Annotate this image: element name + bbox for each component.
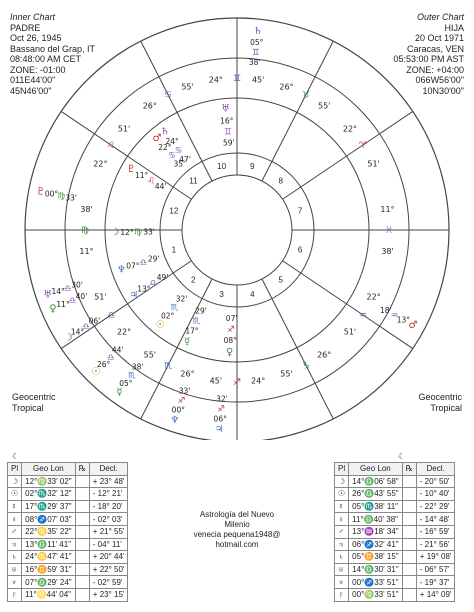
cusp-sign: ♒ <box>358 310 368 321</box>
outer-planet-glyph: ☿ <box>116 386 123 398</box>
outer-planet-sign: ♒ <box>390 310 399 321</box>
inner-planet-sign: ♌ <box>147 176 155 187</box>
outer-planet-minute: 18' <box>379 306 392 316</box>
decl-cell: - 19° 37' <box>416 576 455 589</box>
outer-planet-glyph: ♇ <box>36 186 46 198</box>
decl-cell: - 12° 21' <box>89 488 128 501</box>
cusp-minute: 55' <box>181 82 194 92</box>
cusp-minute: 51' <box>117 124 131 134</box>
house-number: 3 <box>219 290 224 300</box>
planet-cell: ☽ <box>335 475 349 488</box>
house-number: 6 <box>297 245 303 255</box>
lon-cell: 13°♎11' 41" <box>22 538 75 551</box>
outer-planet-degree: 00° <box>44 189 59 199</box>
outer-planet-glyph: ♃ <box>214 424 224 436</box>
inner-chart-longitude: 011E44'00" <box>10 75 56 85</box>
inner-planet-minute: 59' <box>222 138 235 148</box>
outer-chart-date: 20 Oct 1971 <box>414 33 464 43</box>
cusp-degree: 26° <box>180 369 195 379</box>
house-number: 8 <box>278 176 283 186</box>
geocentric-label-right <box>418 392 462 414</box>
cusp-minute: 55' <box>143 350 157 360</box>
table-row <box>8 513 128 526</box>
cusp-sign: ♋ <box>163 90 173 101</box>
retro-cell <box>75 588 89 601</box>
inner-planet-degree: 13° <box>137 284 151 294</box>
table-row <box>8 475 128 488</box>
cusp-degree: 22° <box>116 327 132 337</box>
planet-cell: ☿ <box>8 500 22 513</box>
table-row <box>335 551 455 564</box>
decl-cell: - 10° 40' <box>416 488 455 501</box>
lon-cell: 13°♒18' 34" <box>349 525 402 538</box>
table-row <box>335 513 455 526</box>
retro-cell <box>75 513 89 526</box>
inner-chart-latitude: 45N46'00" <box>10 85 52 96</box>
inner-planet-glyph: ♇ <box>126 164 136 176</box>
outer-planet-sign: ♐ <box>177 396 186 407</box>
outer-planet-sign: ♎ <box>63 283 72 294</box>
cusp-degree: 22° <box>366 292 381 302</box>
house-number: 5 <box>278 275 283 285</box>
outer-planet-sign: ♍ <box>57 191 66 202</box>
retro-cell <box>75 538 89 551</box>
outer-planet-degree: 14° <box>70 327 85 337</box>
author-note <box>160 510 314 550</box>
retro-cell <box>402 588 416 601</box>
note-line1: Astrología del Nuevo <box>199 510 275 519</box>
decl-cell: + 23° 48' <box>89 475 128 488</box>
inner-planet-glyph: ☽ <box>110 226 120 238</box>
lon-cell: 05°♏38' 11" <box>349 500 402 513</box>
geo-left-line2: Tropical <box>12 403 44 413</box>
planet-cell: ☉ <box>335 488 349 501</box>
outer-chart-place: Caracas, VEN <box>406 43 464 54</box>
retro-cell <box>402 576 416 589</box>
outer-chart-time: 05:53:00 PM AST <box>393 54 464 64</box>
outer-planet-minute: 38' <box>248 57 261 67</box>
cusp-sign: ♌ <box>106 141 116 152</box>
cusp-minute: 51' <box>94 292 107 302</box>
lon-cell: 26°♎43' 55" <box>349 488 402 501</box>
retro-cell <box>75 525 89 538</box>
outer-planet-degree: 13° <box>396 315 411 325</box>
outer-planet-glyph: ♀ <box>49 303 57 315</box>
planet-cell: ♂ <box>335 525 349 538</box>
house-number: 7 <box>297 206 303 216</box>
inner-planets <box>111 104 238 358</box>
cusp-sign: ♐ <box>232 378 242 388</box>
house-number: 11 <box>189 176 198 186</box>
geo-left-line1: Geocentric <box>12 392 56 402</box>
col-decl: Decl. <box>89 463 128 476</box>
inner-planet-glyph: ♃ <box>129 289 139 301</box>
lon-cell: 02°♏32' 12" <box>22 488 75 501</box>
inner-chart-time: 08:48:00 AM CET <box>10 54 82 64</box>
outer-planet-minute: 32' <box>216 394 228 404</box>
table-row <box>335 563 455 576</box>
note-line2: Milenio <box>224 520 250 529</box>
inner-planet-sign: ♎ <box>149 278 158 289</box>
retro-cell <box>402 475 416 488</box>
cusp-degree: 11° <box>380 204 395 214</box>
retro-cell <box>75 576 89 589</box>
inner-planet-minute: 49' <box>156 272 169 282</box>
planet-cell: ♄ <box>335 551 349 564</box>
planet-cell: ♀ <box>8 513 22 526</box>
cusp-minute: 38' <box>80 204 93 214</box>
cusp-minute: 55' <box>317 101 331 111</box>
outer-planet-glyph: ♄ <box>253 26 263 38</box>
outer-planet-glyph: ♂ <box>408 319 418 331</box>
cusp-minute: 51' <box>367 159 380 169</box>
planet-cell: ☉ <box>8 488 22 501</box>
inner-planet-minute: 33' <box>143 227 155 237</box>
col-geo-lon: Geo Lon <box>349 463 402 476</box>
table-row <box>335 576 455 589</box>
table-row <box>335 538 455 551</box>
lon-cell: 06°♐32' 41" <box>349 538 402 551</box>
lon-cell: 14°♎30' 31" <box>349 563 402 576</box>
lon-cell: 00°♍33' 51" <box>349 588 402 601</box>
table-row <box>8 588 128 601</box>
planet-cell: ♃ <box>335 538 349 551</box>
cusp-degree: 26° <box>142 101 157 111</box>
inner-planet-degree: 17° <box>185 326 199 336</box>
ring-4 <box>182 175 292 285</box>
outer-planet-degree: 14° <box>51 287 65 297</box>
house-number: 10 <box>217 161 227 171</box>
inner-planet-minute: 07' <box>225 313 238 323</box>
inner-positions-table <box>7 462 128 602</box>
outer-planet-minute: 06' <box>88 316 101 326</box>
decl-cell: - 02° 59' <box>89 576 128 589</box>
inner-chart-zone: ZONE: -01:00 <box>10 64 66 75</box>
lon-cell: 12°♍33' 02" <box>22 475 75 488</box>
outer-planet-glyph: ☽ <box>63 332 73 344</box>
cusp-sign: ♎ <box>106 310 116 321</box>
inner-chart-title: Inner Chart <box>10 12 56 22</box>
col-retro: ℞ <box>402 463 416 476</box>
decl-cell: + 14° 09' <box>416 588 455 601</box>
lon-cell: 22°♋35' 22" <box>22 525 75 538</box>
table-row <box>335 475 455 488</box>
lon-cell: 00°♐33' 51" <box>349 576 402 589</box>
decl-cell: - 14° 48' <box>416 513 455 526</box>
ring-3 <box>160 153 314 307</box>
cusp-degree: 24° <box>251 376 266 386</box>
outer-planet-minute: 30' <box>71 280 83 290</box>
retro-cell <box>402 563 416 576</box>
inner-planet-degree: 16° <box>220 116 234 126</box>
inner-chart-place: Bassano del Grap, IT <box>10 43 96 54</box>
inner-planet-degree: 11° <box>134 171 149 181</box>
planet-cell: ♆ <box>335 576 349 589</box>
decl-cell: + 19° 08' <box>416 551 455 564</box>
retro-cell <box>402 525 416 538</box>
table-row <box>8 538 128 551</box>
inner-planet-minute: 29' <box>147 254 160 264</box>
cusp-sign: ♏ <box>163 361 173 372</box>
inner-planet-sign: ♏ <box>192 316 201 327</box>
col-planet: Pl <box>8 463 22 476</box>
outer-planets <box>36 26 417 435</box>
cusp-degree: 24° <box>208 75 223 85</box>
outer-chart-zone: ZONE: +04:00 <box>406 64 464 75</box>
lon-cell: 11°♌44' 04" <box>22 588 75 601</box>
planet-cell: ♅ <box>335 563 349 576</box>
planet-cell: ♇ <box>335 588 349 601</box>
inner-planet-degree: 12° <box>120 227 134 237</box>
table-row <box>8 576 128 589</box>
note-email-line1: venecia pequena1948@ <box>193 530 281 539</box>
inner-planet-minute: 32' <box>175 294 188 304</box>
decl-cell: + 21° 55' <box>89 525 128 538</box>
outer-planet-degree: 05° <box>119 378 133 388</box>
house-number: 9 <box>250 161 255 171</box>
retro-cell <box>402 551 416 564</box>
inner-planet-minute: 29' <box>195 306 207 316</box>
outer-planet-degree: 05° <box>250 38 264 48</box>
outer-planet-glyph: ♆ <box>170 415 180 427</box>
retro-cell <box>75 563 89 576</box>
geocentric-label-left <box>12 392 56 414</box>
outer-planet-glyph: ☉ <box>91 366 101 378</box>
inner-planet-sign: ♐ <box>227 324 235 335</box>
planet-cell: ☽ <box>8 475 22 488</box>
decl-cell: - 21° 56' <box>416 538 455 551</box>
decl-cell: - 20° 50' <box>416 475 455 488</box>
outer-planet-degree: 26° <box>96 359 111 369</box>
outer-planet-degree: 06° <box>213 414 227 424</box>
inner-planet-glyph: ♂ <box>152 132 162 144</box>
inner-planet-degree: 08° <box>223 335 237 345</box>
outer-planet-degree: 00° <box>171 405 185 415</box>
planet-cell: ☿ <box>335 500 349 513</box>
col-retro: ℞ <box>75 463 89 476</box>
moon-icon: ☾ <box>12 452 20 461</box>
cusp-sign: ♍ <box>80 226 90 236</box>
cusp-degree: 11° <box>79 247 94 257</box>
lon-cell: 16°♊59' 31" <box>22 563 75 576</box>
outer-planet-sign: ♏ <box>127 370 136 381</box>
cusp-degree: 22° <box>342 124 358 134</box>
retro-cell <box>75 500 89 513</box>
inner-planet-sign: ♊ <box>223 127 232 138</box>
geo-right-line2: Tropical <box>430 403 462 413</box>
retro-cell <box>402 500 416 513</box>
table-row <box>8 525 128 538</box>
cusp-sign: ♈ <box>358 141 368 152</box>
outer-chart-title: Outer Chart <box>416 12 464 22</box>
planet-cell: ♄ <box>8 551 22 564</box>
decl-cell: + 23° 15' <box>89 588 128 601</box>
decl-cell: - 22° 29' <box>416 500 455 513</box>
outer-chart-name: HIJA <box>444 22 464 33</box>
cusp-degree: 22° <box>93 159 108 169</box>
table-row <box>335 488 455 501</box>
inner-planet-sign: ♎ <box>139 257 148 268</box>
table-row <box>335 588 455 601</box>
outer-planet-sign: ♎ <box>82 322 90 333</box>
inner-planet-minute: 35' <box>173 159 186 169</box>
retro-cell <box>75 475 89 488</box>
inner-planet-minute: 47' <box>179 154 191 164</box>
decl-cell: + 22° 50' <box>89 563 128 576</box>
retro-cell <box>402 513 416 526</box>
house-number: 2 <box>191 275 196 285</box>
outer-chart-longitude: 066W56'00" <box>415 75 464 85</box>
cusp-degree: 26° <box>317 350 332 360</box>
inner-planet-sign: ♍ <box>134 227 142 238</box>
lon-cell: 08°♐07' 03" <box>22 513 75 526</box>
inner-planet-sign: ♏ <box>170 302 179 313</box>
outer-positions-table <box>334 462 455 602</box>
outer-planet-minute: 33' <box>65 193 77 203</box>
cusp-minute: 38' <box>381 247 394 257</box>
retro-cell <box>402 488 416 501</box>
outer-planet-minute: 33' <box>178 386 191 396</box>
planet-cell: ♂ <box>8 525 22 538</box>
planet-cell: ♇ <box>8 588 22 601</box>
inner-planet-degree: 24° <box>165 137 179 147</box>
planet-cell: ♅ <box>8 563 22 576</box>
retro-cell <box>402 538 416 551</box>
lon-cell: 17°♏29' 37" <box>22 500 75 513</box>
house-number: 4 <box>250 290 255 300</box>
inner-planet-degree: 02° <box>160 311 175 321</box>
lon-cell: 05°♊38' 15" <box>349 551 402 564</box>
cusp-minute: 45' <box>209 376 223 386</box>
decl-cell: - 06° 57' <box>416 563 455 576</box>
retro-cell <box>75 551 89 564</box>
outer-planet-sign: ♐ <box>217 404 225 415</box>
cusp-sign: ♑ <box>301 361 311 372</box>
planet-cell: ♃ <box>8 538 22 551</box>
house-number: 12 <box>169 206 179 216</box>
decl-cell: - 16° 59' <box>416 525 455 538</box>
outer-planet-degree: 11° <box>56 299 70 309</box>
lon-cell: 07°♎29' 24" <box>22 576 75 589</box>
inner-planet-minute: 44' <box>154 182 167 192</box>
inner-planet-degree: 22° <box>158 142 172 152</box>
inner-planet-sign: ♋ <box>168 151 176 162</box>
decl-cell: - 04° 11' <box>89 538 128 551</box>
decl-cell: + 20° 44' <box>89 551 128 564</box>
inner-planet-glyph: ♅ <box>221 103 231 115</box>
cusp-minute: 51' <box>343 327 357 337</box>
table-row <box>335 500 455 513</box>
table-row <box>335 525 455 538</box>
moon-icon: ☾ <box>398 452 406 461</box>
col-planet: Pl <box>335 463 349 476</box>
outer-planet-minute: 38' <box>131 362 144 372</box>
cusp-minute: 45' <box>251 75 265 85</box>
cusp-minute: 55' <box>280 369 293 379</box>
geo-right-line1: Geocentric <box>418 392 462 402</box>
inner-planet-glyph: ♄ <box>160 126 170 138</box>
inner-planet-glyph: ♀ <box>225 346 234 358</box>
outer-planet-minute: 40' <box>75 292 88 302</box>
cusp-degree: 26° <box>279 82 294 92</box>
outer-planet-sign: ♊ <box>251 47 260 58</box>
inner-planet-glyph: ♆ <box>117 264 127 276</box>
outer-chart-latitude: 10N30'00" <box>422 85 464 96</box>
outer-planet-sign: ♎ <box>106 352 115 363</box>
retro-cell <box>75 488 89 501</box>
inner-planet-glyph: ☿ <box>184 336 191 348</box>
cusp-sign: ♉ <box>301 90 311 101</box>
outer-planet-sign: ♎ <box>68 296 77 307</box>
table-row <box>8 551 128 564</box>
col-geo-lon: Geo Lon <box>22 463 75 476</box>
col-decl: Decl. <box>416 463 455 476</box>
decl-cell: - 18° 20' <box>89 500 128 513</box>
planet-cell: ♀ <box>335 513 349 526</box>
inner-planet-degree: 07° <box>126 261 140 271</box>
cusp-sign: ♊ <box>232 74 242 84</box>
note-email-line2: hotmail.com <box>215 540 259 549</box>
inner-chart-name: PADRE <box>10 22 41 33</box>
lon-cell: 24°♋47' 41" <box>22 551 75 564</box>
lon-cell: 11°♎40' 38" <box>349 513 402 526</box>
house-number: 1 <box>171 245 177 255</box>
table-row <box>8 563 128 576</box>
lon-cell: 14°♎06' 58" <box>349 475 402 488</box>
outer-planet-minute: 44' <box>111 345 124 355</box>
decl-cell: - 02° 03' <box>89 513 128 526</box>
table-row <box>8 488 128 501</box>
cusp-sign: ♓ <box>384 226 394 236</box>
inner-planet-glyph: ☉ <box>155 319 165 331</box>
inner-planet-sign: ♋ <box>174 146 183 157</box>
outer-planet-glyph: ♅ <box>43 289 53 301</box>
planet-cell: ♆ <box>8 576 22 589</box>
inner-chart-date: Oct 26, 1945 <box>10 33 62 43</box>
table-row <box>8 500 128 513</box>
